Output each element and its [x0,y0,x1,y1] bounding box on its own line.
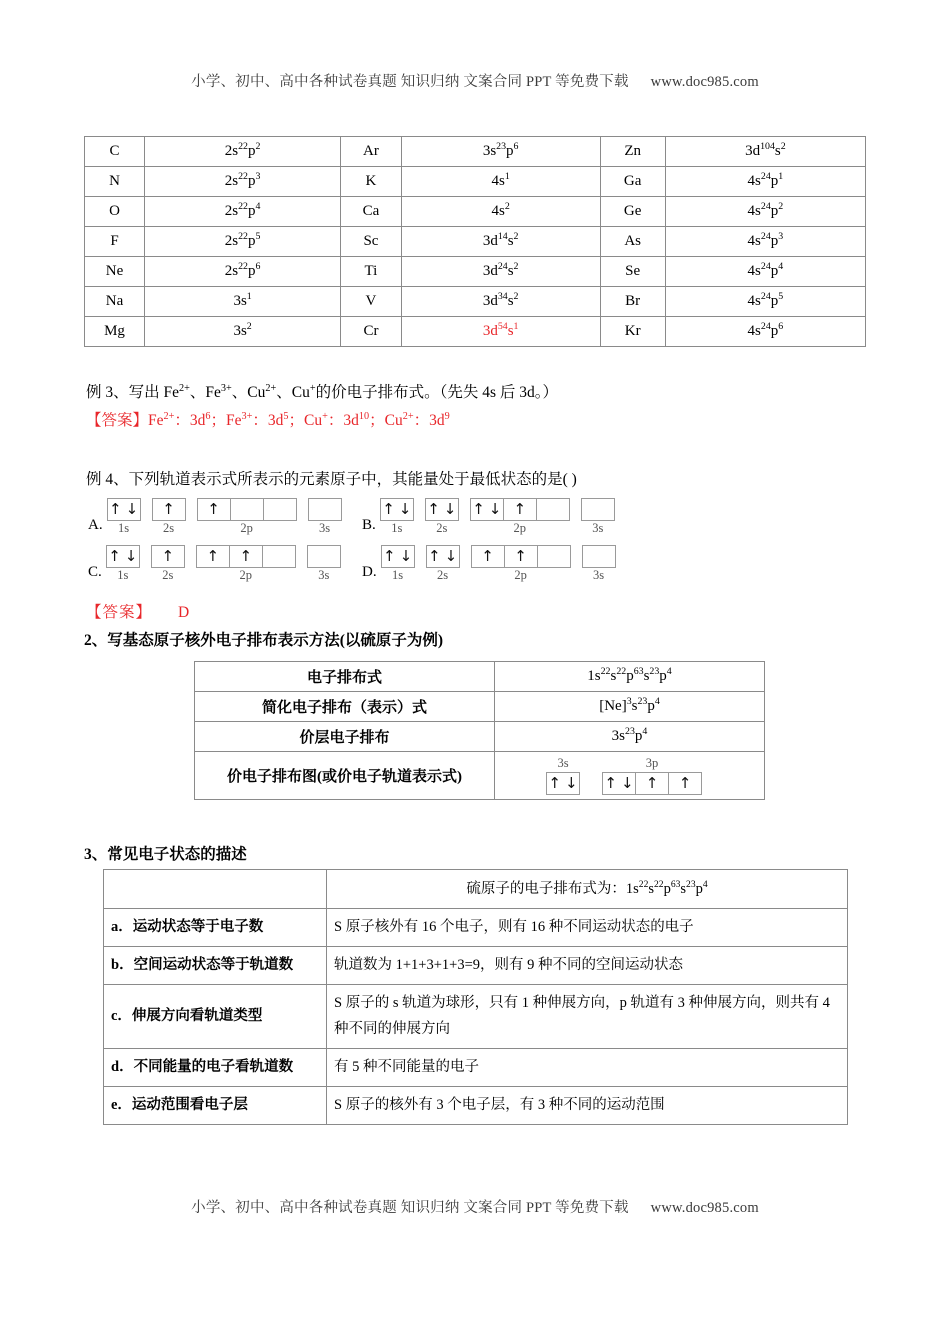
example4-question: 例 4、下列轨道表示式所表示的元素原子中，其能量处于最低状态的是( ) [86,471,577,488]
orbital-group-1s [381,545,415,582]
element-symbol-cell: Cr [341,317,402,347]
table-row [85,287,866,317]
table-row [104,984,848,1049]
table-row [104,946,848,984]
orbital-cell [547,773,579,794]
representation-value-cell: $3s^{23}p^4$ [495,722,765,752]
electron-config-cell: $2s^{22}p^4$ [145,197,341,227]
spin-up-arrow-icon: ↑ [108,547,121,565]
state-description-cell: 轨道数为 1+1+3+1+3=9，则有 9 种不同的空间运动状态 [327,946,848,984]
electron-config-cell: $4s^{24}p^2$ [665,197,865,227]
orbital-cell [426,499,458,520]
orbital-group-3p [602,756,702,794]
orbital-cell [230,546,263,567]
electron-config-cell: $4s^{24}p^1$ [665,167,865,197]
orbital-group-1s [106,545,140,582]
example4-option-d[interactable] [362,545,627,582]
header-watermark-text: 小学、初中、高中各种试卷真题 知识归纳 文案合同 PPT 等免费下载 [191,74,629,90]
element-symbol-cell: Ge [600,197,665,227]
table-row [195,722,765,752]
element-symbol-cell: Ga [600,167,665,197]
example3-question: 例 3、写出 $Fe^{2+}$、$Fe^{3+}$、$Cu^{2+}$、Cu+的价电子排布式。（先失 4s 后 3d。） [86,382,559,401]
state-table-body [104,870,848,1125]
orbital-boxes [308,498,342,521]
orbital-cell [108,499,140,520]
spin-up-arrow-icon: ↑ [604,773,617,792]
orbital-group-3s [308,498,342,535]
example4-answer [86,601,189,624]
orbital-cell [636,773,669,794]
orbital-label: 3s [592,521,604,535]
orbital-label: 2s [436,521,448,535]
table-row [104,1049,848,1087]
element-symbol-cell: Na [85,287,145,317]
orbital-cell [153,499,185,520]
electron-config-cell: $4s^{24}p^6$ [665,317,865,347]
spin-up-arrow-icon: ↑ [206,547,220,565]
orbital-cell [308,546,340,567]
orbital-cell [504,499,537,520]
spin-down-arrow-icon: ↓ [444,547,458,565]
state-header-config-cell: 硫原子的电子排布式为：$1s^{22}s^{22}p^{63}s^{23}p^4$ [327,870,848,909]
orbital-cell [197,546,230,567]
orbital-group-1s [107,498,141,535]
electron-config-cell: $2s^{22}p^6$ [145,257,341,287]
orbital-cell [381,499,413,520]
element-symbol-cell: C [85,137,145,167]
footer-watermark [0,1196,950,1217]
valence-orbital-diagram [499,754,760,796]
spin-up-arrow-icon: ↑ [109,500,122,518]
table-row [85,317,866,347]
spin-up-arrow-icon: ↑ [678,773,692,792]
spin-down-arrow-icon: ↓ [443,500,457,518]
orbital-cell [152,546,184,567]
table-row [85,137,866,167]
section3-heading: 3、常见电子状态的描述 [84,846,247,863]
electron-config-cell: $3s^2$ [145,317,341,347]
orbital-group-2s [152,498,186,535]
state-description-cell: S 原子核外有 16 个电子，则有 16 种不同运动状态的电子 [327,909,848,947]
orbital-cell [583,546,615,567]
orbital-label: 3s [319,521,331,535]
orbital-group-3s [582,545,616,582]
spin-down-arrow-icon: ↓ [399,547,413,565]
table-row [85,197,866,227]
header-watermark [0,70,950,91]
orbital-cell [263,546,295,567]
state-description-cell: S 原子的 s 轨道为球形，只有 1 种伸展方向，p 轨道有 3 种伸展方向，则共有 4 种不同的伸展方向 [327,984,848,1049]
option-letter: B. [362,517,376,534]
spin-down-arrow-icon: ↓ [125,500,139,518]
orbital-group-3s [581,498,615,535]
spin-up-arrow-icon: ↑ [207,500,220,518]
spin-up-arrow-icon: ↑ [513,500,527,518]
orbital-label: 3s [318,568,330,582]
representation-label-cell: 价层电子排布 [195,722,495,752]
element-symbol-cell: Br [600,287,665,317]
example4-answer-choice: D [178,604,190,621]
orbital-boxes [546,772,580,795]
element-symbol-cell: As [600,227,665,257]
representation-value-cell: $1s^{22}s^{22}p^{63}s^{23}p^4$ [495,662,765,692]
table-row [195,692,765,722]
orbital-label: 3s [557,756,569,771]
orbital-cell [669,773,701,794]
electron-config-cell: $4s^1$ [401,167,600,197]
orbital-label: 3s [593,568,605,582]
electron-config-cell: $2s^{22}p^5$ [145,227,341,257]
orbital-boxes [380,498,414,521]
orbital-group-2p [197,498,297,535]
orbital-cell [264,499,296,520]
spin-up-arrow-icon: ↑ [472,500,485,518]
representation-label-cell: 价电子排布图(或价电子轨道表示式) [195,752,495,800]
state-label-cell: a．运动状态等于电子数 [104,909,327,947]
orbital-cell [505,546,538,567]
spin-up-arrow-icon: ↑ [428,547,441,565]
option-letter: C. [88,564,102,581]
element-symbol-cell: Se [600,257,665,287]
orbital-group-2p [471,545,571,582]
example4-option-b[interactable] [362,498,626,535]
orbital-cell [198,499,231,520]
orbital-boxes [602,772,702,795]
orbital-label: 2s [163,521,175,535]
element-symbol-cell: F [85,227,145,257]
element-symbol-cell: Ti [341,257,402,287]
orbital-boxes [426,545,460,568]
electron-config-cell: $4s^2$ [401,197,600,227]
orbital-boxes [197,498,297,521]
element-symbol-cell: Ca [341,197,402,227]
orbital-group-2s [425,498,459,535]
sulfur-representation-table [194,661,765,800]
element-symbol-cell: Kr [600,317,665,347]
orbital-boxes [196,545,296,568]
table-row [104,909,848,947]
option-letter: A. [88,517,103,534]
orbital-boxes [581,498,615,521]
orbital-cell [309,499,341,520]
representation-label-cell: 电子排布式 [195,662,495,692]
orbital-boxes [381,545,415,568]
electron-config-cell: $3d^{24}s^2$ [401,257,600,287]
footer-watermark-text: 小学、初中、高中各种试卷真题 知识归纳 文案合同 PPT 等免费下载 [191,1200,629,1216]
spin-down-arrow-icon: ↓ [124,547,138,565]
orbital-boxes [425,498,459,521]
orbital-boxes [152,498,186,521]
orbital-label: 2p [240,521,253,535]
orbital-cell [427,546,459,567]
orbital-label: 1s [117,568,129,582]
representation-value-cell: $[Ne]^3s^{23}p^4$ [495,692,765,722]
orbital-boxes [582,545,616,568]
state-label-cell: d．不同能量的电子看轨道数 [104,1049,327,1087]
orbital-group-2s [426,545,460,582]
orbital-cell [471,499,504,520]
example3-answer: 【答案】$Fe^{2+}$：$3d^6$；$Fe^{3+}$：$3d^5$；Cu+：$3d^{10}$；$Cu^{2+}$：$3d^9$ [86,410,450,429]
orbital-label: 2s [162,568,174,582]
spin-down-arrow-icon: ↓ [565,773,578,792]
spin-up-arrow-icon: ↑ [514,547,527,565]
orbital-boxes [151,545,185,568]
spin-up-arrow-icon: ↑ [427,500,440,518]
orbital-cell [538,546,570,567]
element-symbol-cell: Ar [341,137,402,167]
element-symbol-cell: V [341,287,402,317]
spin-up-arrow-icon: ↑ [548,773,561,792]
spin-down-arrow-icon: ↓ [621,773,634,792]
orbital-cell [107,546,139,567]
orbital-label: 1s [391,521,403,535]
electron-config-cell: $3d^{54}s^1$ [401,317,600,347]
spin-up-arrow-icon: ↑ [239,547,253,565]
table-header-row [104,870,848,909]
element-symbol-cell: N [85,167,145,197]
representation-label-cell: 简化电子排布（表示）式 [195,692,495,722]
electron-config-cell: $3s^1$ [145,287,341,317]
header-watermark-url: www.doc985.com [650,74,759,90]
table-row [104,1087,848,1125]
spin-up-arrow-icon: ↑ [161,547,175,565]
orbital-group-2p [196,545,296,582]
orbital-cell [582,499,614,520]
orbital-group-1s [380,498,414,535]
element-symbol-cell: Zn [600,137,665,167]
orbital-label: 2p [513,521,527,535]
table-row [85,257,866,287]
electron-state-table [103,869,848,1125]
config-table-body [85,137,866,347]
spin-down-arrow-icon: ↓ [488,500,502,518]
orbital-label: 2s [437,568,449,582]
orbital-label: 1s [392,568,404,582]
representation-value-cell [495,752,765,800]
orbital-cell [382,546,414,567]
orbital-boxes [307,545,341,568]
orbital-group-2s [151,545,185,582]
orbital-boxes [470,498,570,521]
orbital-boxes [106,545,140,568]
element-symbol-cell: Ne [85,257,145,287]
spin-up-arrow-icon: ↑ [645,773,659,792]
element-symbol-cell: K [341,167,402,197]
element-symbol-cell: Sc [341,227,402,257]
option-letter: D. [362,564,377,581]
section2-heading: 2、写基态原子核外电子排布表示方法(以硫原子为例) [84,632,444,649]
table-row [85,167,866,197]
orbital-label: 3p [645,756,659,771]
electron-config-cell: $3d^{104}s^2$ [665,137,865,167]
electron-config-cell: $2s^{22}p^3$ [145,167,341,197]
orbital-cell [537,499,569,520]
electron-config-cell: $3d^{14}s^2$ [401,227,600,257]
orbital-boxes [107,498,141,521]
electron-config-cell: $3s^{23}p^6$ [401,137,600,167]
element-symbol-cell: Mg [85,317,145,347]
spin-up-arrow-icon: ↑ [383,547,396,565]
orbital-label: 2p [514,568,527,582]
element-symbol-cell: O [85,197,145,227]
state-header-blank-cell [104,870,327,909]
electron-config-cell: $3d^{34}s^2$ [401,287,600,317]
electron-config-cell: $4s^{24}p^3$ [665,227,865,257]
orbital-cell [231,499,264,520]
example4-answer-label: 【答案】 [86,604,153,621]
state-description-cell: 有 5 种不同能量的电子 [327,1049,848,1087]
electron-config-cell: $4s^{24}p^4$ [665,257,865,287]
orbital-group-2p [470,498,570,535]
element-configuration-table [84,136,866,347]
orbital-cell [472,546,505,567]
spin-up-arrow-icon: ↑ [162,500,175,518]
spin-up-arrow-icon: ↑ [382,500,395,518]
state-label-cell: b．空间运动状态等于轨道数 [104,946,327,984]
example4-option-c[interactable] [88,545,352,582]
electron-config-cell: $2s^{22}p^2$ [145,137,341,167]
orbital-group-3s [546,756,580,794]
state-description-cell: S 原子的核外有 3 个电子层，有 3 种不同的运动范围 [327,1087,848,1125]
spin-up-arrow-icon: ↑ [481,547,494,565]
orbital-cell [603,773,636,794]
spin-down-arrow-icon: ↓ [398,500,412,518]
state-label-cell: e．运动范围看电子层 [104,1087,327,1125]
state-label-cell: c．伸展方向看轨道类型 [104,984,327,1049]
electron-config-cell: $4s^{24}p^5$ [665,287,865,317]
orbital-label: 2p [239,568,253,582]
orbital-group-3s [307,545,341,582]
footer-watermark-url: www.doc985.com [650,1200,759,1216]
table-row [85,227,866,257]
example4-option-a[interactable] [88,498,353,535]
table-row [195,662,765,692]
orbital-label: 1s [118,521,130,535]
sulfur-table-body [195,662,765,800]
orbital-boxes [471,545,571,568]
table-row [195,752,765,800]
